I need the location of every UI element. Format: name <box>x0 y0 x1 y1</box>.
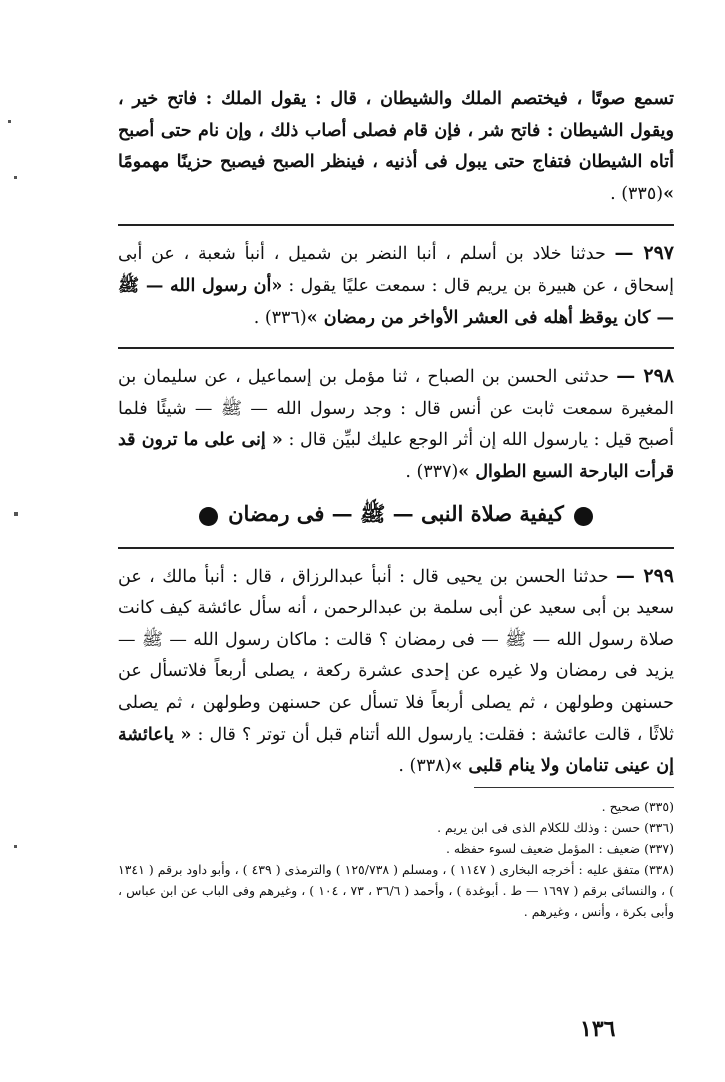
hadith-297 <box>118 238 674 334</box>
hadith-chain: حدثنا الحسن بن يحيى قال : أنبأ عبدالرزاق ، قال : أنبأ مالك ، عن سعيد بن أبى سعيد عن أبى سلمة بن عبدالرحمن ، أنه سأل عائشة كيف كانت صلاة رسول الله — ﷺ — فى رمضان ؟ قالت : ماكان رسول الله — ﷺ — يزيد فى رمضان ولا غيره عن إحدى عشرة ركعة ، يصلى أربعاً فلاتسأل عن حسنهن وطولهن ، ثم يصلى أربعاً فلا تسأل عن حسنهن وطولهن ، ثم يصلى ثلاثًا ، قالت عائشة : فقلت: يارسول الله أتنام قبل أن توتر ؟ قال : <box>118 566 675 745</box>
footnote-item: (٣٣٥) صحيح . <box>601 798 674 814</box>
hadith-number: ٢٩٨ — <box>616 365 674 388</box>
footnote-item: (٣٣٨) متفق عليه : أخرجه البخارى ( ١١٤٧ ) ، ومسلم ( ١٢٥/٧٣٨ ) والترمذى ( ٤٣٩ ) ، وأبو داود برقم ( ١٣٤١ ) ، والنسائى برقم ( ١٦٩٧ — ط . أبوغدة ) ، وأحمد ( ٣٦/٦ ، ٧٣ ، ١٠٤ ) ، وغيرهم وفى الباب عن ابن عباس ، وأبى بكرة ، وأنس ، وغيرهم . <box>118 861 675 919</box>
footnotes <box>118 796 674 922</box>
hadith-299 <box>118 561 674 783</box>
page-content <box>118 84 674 922</box>
footnote-item: (٣٣٧) ضعيف : المؤمل ضعيف لسوء حفظه . <box>445 840 674 856</box>
margin-mark <box>8 120 11 123</box>
footnote-item: (٣٣٦) حسن : وذلك للكلام الذى فى ابن يريم . <box>437 819 674 835</box>
footnote-ref: (٣٣٧) . <box>405 461 459 482</box>
bullet-icon <box>199 507 218 526</box>
divider <box>118 224 674 226</box>
footnote-ref: (٣٣٦) . <box>253 307 307 328</box>
hadith-number: ٢٩٧ — <box>614 242 674 265</box>
divider <box>118 347 674 349</box>
margin-mark <box>14 176 17 179</box>
footnote-ref: (٣٣٥) . <box>610 183 664 204</box>
footnote-rule <box>474 787 674 788</box>
section-title: كيفية صلاة النبى — ﷺ — فى رمضان <box>228 501 564 527</box>
divider <box>118 547 674 549</box>
hadith-matn: « إنى على ما ترون قد قرأت البارحة السبع الطوال » <box>118 430 674 482</box>
margin-mark <box>14 512 18 516</box>
hadith-matn: «أن رسول الله — ﷺ — كان يوقظ أهله فى العشر الأواخر من رمضان » <box>118 275 674 328</box>
hadith-chain: حدثنا خلاد بن أسلم ، أنبا النضر بن شميل ، أنبأ شعبة ، عن أبى إسحاق ، عن هبيرة بن يريم قال : سمعت عليًا يقول : <box>118 244 675 296</box>
bullet-icon <box>574 507 593 526</box>
hadith-298 <box>118 361 674 488</box>
continuation-text: تسمع صوتًا ، فيختصم الملك والشيطان ، قال : يقول الملك : فاتح خير ، ويقول الشيطان : فاتح شر ، فإن قام فصلى أصاب ذلك ، وإن نام حتى أصبح أتاه الشيطان فتفاج حتى يبول فى أذنيه ، فينظر الصبح فيصبح حزينًا مهمومًا » <box>118 89 674 204</box>
page-number: ١٣٦ <box>580 1016 616 1042</box>
hadith-chain: حدثنى الحسن بن الصباح ، ثنا مؤمل بن إسماعيل ، عن سليمان بن المغيرة سمعت ثابت عن أنس قال : وجد رسول الله — ﷺ — شيئًا فلما أصبح قيل : يارسول الله إن أثر الوجع عليك لبيِّن قال : <box>118 367 674 451</box>
margin-mark <box>14 845 17 848</box>
hadith-number: ٢٩٩ — <box>615 564 674 587</box>
hadith-matn: « ياعائشة إن عينى تنامان ولا ينام قلبى » <box>118 724 674 777</box>
paragraph-continuation <box>118 84 674 210</box>
footnote-ref: (٣٣٨) . <box>398 756 452 777</box>
section-heading <box>118 495 674 539</box>
